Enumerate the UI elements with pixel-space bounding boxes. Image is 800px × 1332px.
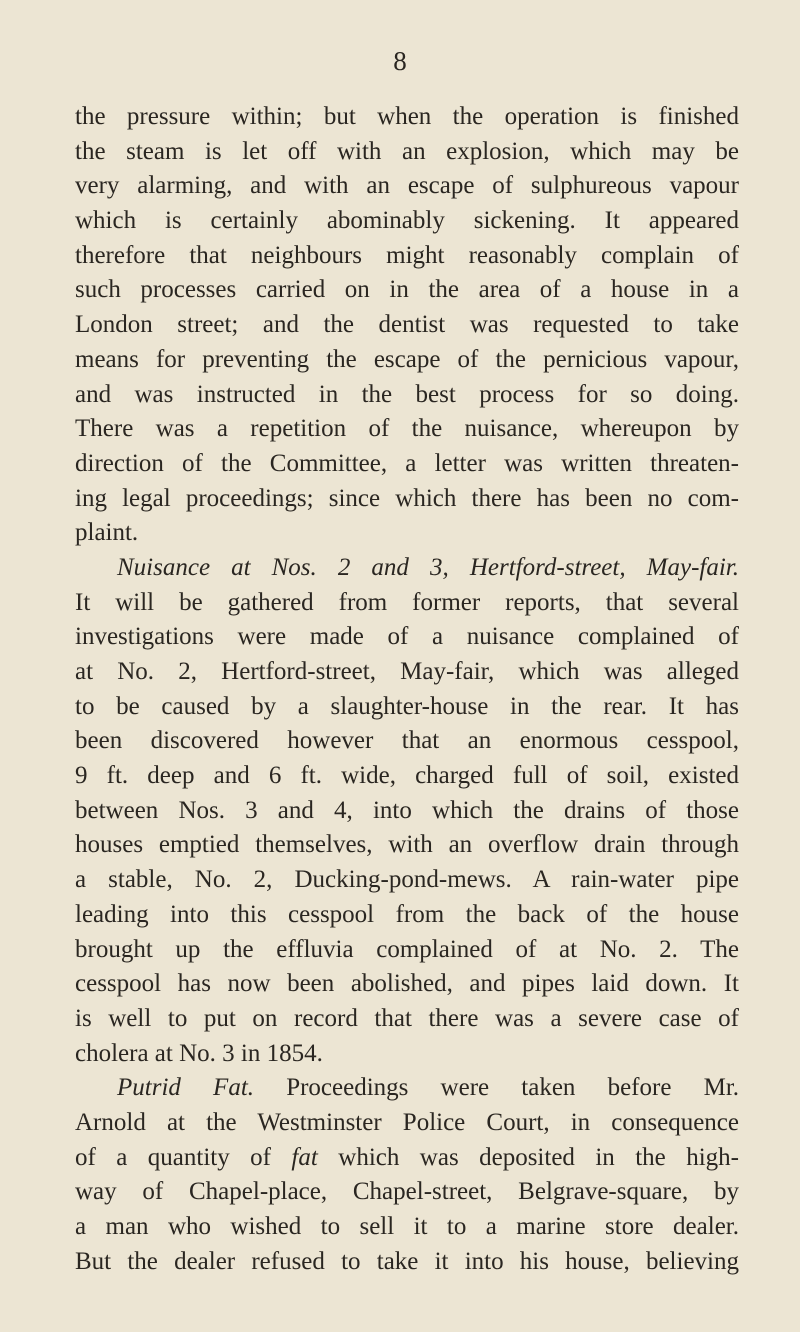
heading-italic: Putrid Fat. bbox=[117, 1074, 255, 1102]
text-line: a stable, No. 2, Ducking-pond-mews. A rain-water pipe bbox=[75, 866, 739, 894]
text-line: the steam is let off with an explosion, which may be bbox=[75, 137, 739, 165]
text-line: plaint. bbox=[75, 519, 139, 547]
page-number: 8 bbox=[393, 46, 407, 76]
text-line: ing legal proceedings; since which there has been no com- bbox=[75, 484, 739, 512]
text-line: at No. 2, Hertford-street, May-fair, which was alleged bbox=[75, 658, 739, 685]
paragraph-hertford-street bbox=[75, 551, 739, 1071]
section-heading bbox=[75, 1071, 739, 1106]
heading-italic: Nuisance at Nos. 2 and 3, Hertford-street, May-fair. bbox=[117, 553, 739, 581]
italic-word: fat bbox=[291, 1143, 318, 1171]
text-line: is well to put on record that there was a severe case of bbox=[75, 1004, 739, 1032]
text-line-with-italic bbox=[75, 1141, 739, 1176]
line-part: which was deposited in the high- bbox=[317, 1143, 739, 1171]
text-line: and was instructed in the best process for so doing. bbox=[75, 380, 739, 408]
text-line: Arnold at the Westminster Police Court, in consequence bbox=[75, 1108, 739, 1136]
text-line: a man who wished to sell it to a marine store dealer. bbox=[75, 1213, 739, 1240]
text-line: the pressure within; but when the operation is finished bbox=[75, 103, 739, 130]
text-line: way of Chapel-place, Chapel-street, Belgrave-square, by bbox=[75, 1178, 739, 1206]
text-line: houses emptied themselves, with an overflow drain through bbox=[75, 831, 739, 859]
line-part: of a quantity of bbox=[75, 1143, 292, 1171]
body-text bbox=[75, 100, 739, 1279]
section-heading bbox=[75, 551, 739, 586]
text-line: between Nos. 3 and 4, into which the drains of those bbox=[75, 796, 739, 824]
text-line: leading into this cesspool from the back of the house bbox=[75, 900, 739, 928]
text-line: investigations were made of a nuisance complained of bbox=[75, 623, 739, 651]
text-line: 9 ft. deep and 6 ft. wide, charged full of soil, existed bbox=[75, 762, 739, 790]
heading-rest: Proceedings were taken before Mr. bbox=[286, 1074, 740, 1102]
paragraph-pressure bbox=[75, 100, 739, 551]
paragraph-putrid-fat bbox=[75, 1071, 739, 1279]
text-line: therefore that neighbours might reasonably complain of bbox=[75, 241, 739, 269]
text-line: cholera at No. 3 in 1854. bbox=[75, 1039, 323, 1067]
text-line: direction of the Committee, a letter was written threaten- bbox=[75, 449, 739, 477]
text-line: cesspool has now been abolished, and pipes laid down. It bbox=[75, 970, 739, 998]
text-line: very alarming, and with an escape of sulphureous vapour bbox=[75, 172, 739, 200]
text-line: But the dealer refused to take it into his house, believing bbox=[75, 1247, 739, 1275]
text-line: been discovered however that an enormous cesspool, bbox=[75, 727, 739, 755]
text-line: means for preventing the escape of the pernicious vapour, bbox=[75, 345, 739, 373]
text-line: brought up the effluvia complained of at No. 2. The bbox=[75, 935, 739, 963]
text-line: There was a repetition of the nuisance, whereupon by bbox=[75, 415, 739, 443]
text-line: London street; and the dentist was requested to take bbox=[75, 311, 739, 339]
text-line: to be caused by a slaughter-house in the rear. It has bbox=[75, 692, 739, 720]
text-line: It will be gathered from former reports, that several bbox=[75, 588, 739, 616]
text-line: which is certainly abominably sickening. It appeared bbox=[75, 207, 739, 235]
text-line: such processes carried on in the area of a house in a bbox=[75, 276, 739, 304]
